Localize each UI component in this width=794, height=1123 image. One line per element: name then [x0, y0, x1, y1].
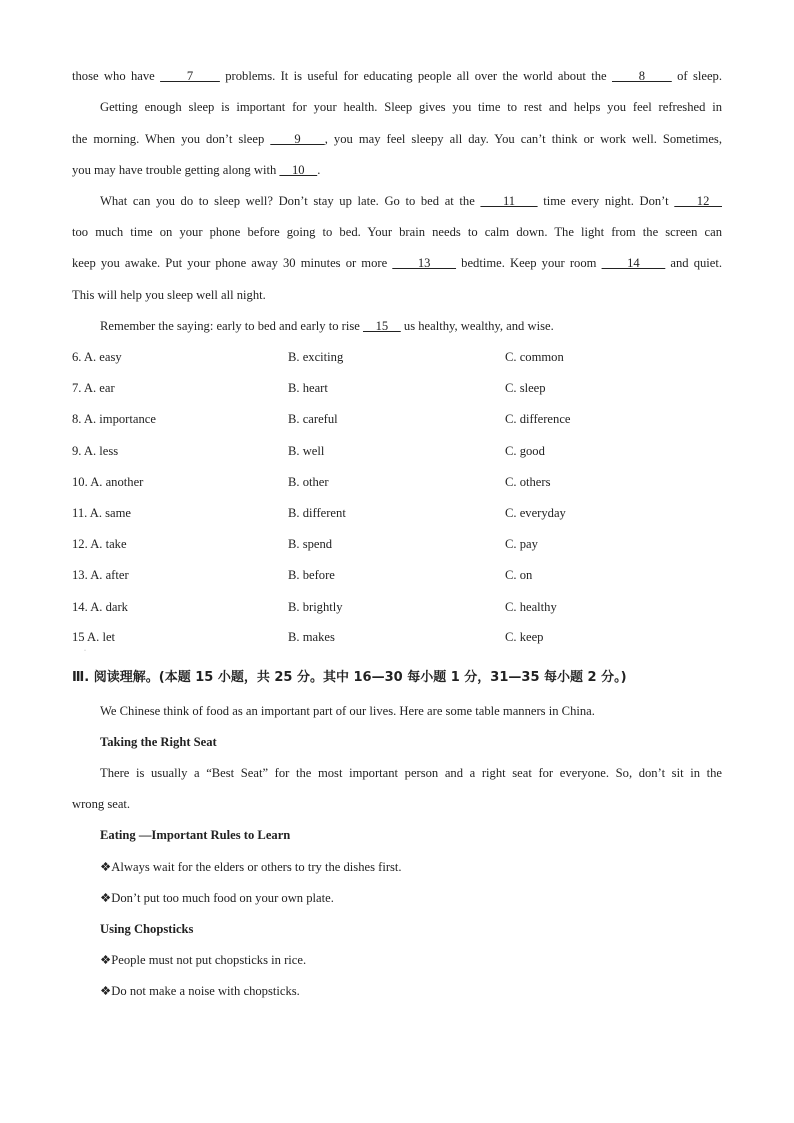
subheading-chopsticks: Using Chopsticks — [100, 922, 194, 936]
question-options-row — [72, 629, 722, 645]
passage-line — [72, 193, 722, 209]
bullet-item: ❖Don’t put too much food on your own plate. — [100, 891, 334, 905]
blank-9: 9 — [270, 132, 325, 146]
bullet-item: ❖Do not make a noise with chopsticks. — [100, 984, 300, 998]
passage-line — [72, 255, 722, 271]
question-options-row — [72, 505, 722, 521]
option-a: 7. A. ear — [72, 381, 115, 395]
passage-text: bedtime. Keep your room — [456, 256, 602, 270]
option-c: C. pay — [505, 537, 538, 551]
passage-line — [72, 318, 722, 334]
option-b: B. well — [288, 444, 325, 458]
passage-text: those who have — [72, 69, 161, 83]
blank-15: 15 — [362, 319, 401, 333]
passage-line — [72, 131, 722, 147]
question-options-row — [72, 567, 722, 583]
question-options-row — [72, 599, 722, 615]
passage-text: us healthy, wealthy, and wise. — [400, 319, 554, 333]
option-b: B. brightly — [288, 600, 343, 614]
passage-text: . — [317, 163, 321, 177]
question-options-row — [72, 443, 722, 459]
option-c: C. on — [505, 568, 533, 582]
option-c: C. sleep — [505, 381, 546, 395]
passage-text: What can you do to sleep well? Don’t stay up late. Go to bed at the — [100, 194, 481, 208]
passage-text: time every night. Don’t — [537, 194, 675, 208]
option-c: C. difference — [505, 412, 571, 426]
passage-line — [72, 68, 722, 84]
passage-text: , you may feel sleepy all day. You can’t think or work well. Sometimes, — [324, 132, 722, 146]
option-b: B. makes — [288, 630, 335, 644]
blank-7: 7 — [160, 69, 220, 83]
passage-text: Remember the saying: early to bed and early to rise — [100, 319, 363, 333]
blank-8: 8 — [611, 69, 672, 83]
bullet-item: ❖Always wait for the elders or others to try the dishes first. — [100, 860, 402, 874]
option-a: 13. A. after — [72, 568, 129, 582]
option-c: C. healthy — [505, 600, 557, 614]
option-c: C. others — [505, 475, 551, 489]
option-b: B. heart — [288, 381, 328, 395]
reading-text: There is usually a “Best Seat” for the most important person and a right seat for everyone. So, don’t sit in the — [100, 766, 722, 780]
option-c: C. common — [505, 350, 564, 364]
option-b: B. exciting — [288, 350, 344, 364]
reading-intro: We Chinese think of food as an important part of our lives. Here are some table manners in China. — [100, 704, 595, 718]
passage-text: problems. It is useful for educating people all over the world about the — [219, 69, 612, 83]
passage-text: the morning. When you don’t sleep — [72, 132, 271, 146]
option-c: C. good — [505, 444, 545, 458]
option-a: 9. A. less — [72, 444, 119, 458]
option-a: 8. A. importance — [72, 412, 156, 426]
passage-text: you may have trouble getting along with — [72, 163, 280, 177]
subheading-eating: Eating —Important Rules to Learn — [100, 828, 291, 842]
passage-text: keep you awake. Put your phone away 30 minutes or more — [72, 256, 393, 270]
passage-text: and quiet. — [665, 256, 723, 270]
option-b: B. other — [288, 475, 329, 489]
option-b: B. before — [288, 568, 335, 582]
question-options-row — [72, 411, 722, 427]
passage-line: too much time on your phone before going to bed. Your brain needs to calm down. The light from the screen can — [72, 225, 722, 239]
subheading-seat: Taking the Right Seat — [100, 735, 217, 749]
stray-mark: · — [84, 648, 86, 654]
blank-10: 10 — [279, 163, 318, 177]
passage-text: of sleep. — [671, 69, 722, 83]
option-a: 10. A. another — [72, 475, 144, 489]
option-b: B. careful — [288, 412, 338, 426]
option-a: 6. A. easy — [72, 350, 122, 364]
bullet-item: ❖People must not put chopsticks in rice. — [100, 953, 307, 967]
question-options-row — [72, 474, 722, 490]
reading-text: wrong seat. — [72, 797, 131, 811]
question-options-row — [72, 536, 722, 552]
blank-12: 12 — [674, 194, 722, 208]
option-a: 12. A. take — [72, 537, 127, 551]
question-options-row — [72, 349, 722, 365]
option-c: C. everyday — [505, 506, 566, 520]
passage-line: This will help you sleep well all night. — [72, 288, 266, 302]
option-a: 11. A. same — [72, 506, 131, 520]
blank-14: 14 — [601, 256, 666, 270]
blank-13: 13 — [392, 256, 457, 270]
question-options-row — [72, 380, 722, 396]
passage-line: Getting enough sleep is important for your health. Sleep gives you time to rest and helps you feel refreshed in — [100, 100, 722, 114]
section-heading: Ⅲ. 阅读理解。(本题 15 小题，共 25 分。其中 16—30 每小题 1 分，31—35 每小题 2 分。) — [72, 670, 627, 685]
option-a: 14. A. dark — [72, 600, 128, 614]
option-a: 15 A. let — [72, 630, 116, 644]
blank-11: 11 — [480, 194, 538, 208]
option-b: B. different — [288, 506, 346, 520]
option-c: C. keep — [505, 630, 544, 644]
option-b: B. spend — [288, 537, 333, 551]
passage-line — [72, 162, 722, 178]
